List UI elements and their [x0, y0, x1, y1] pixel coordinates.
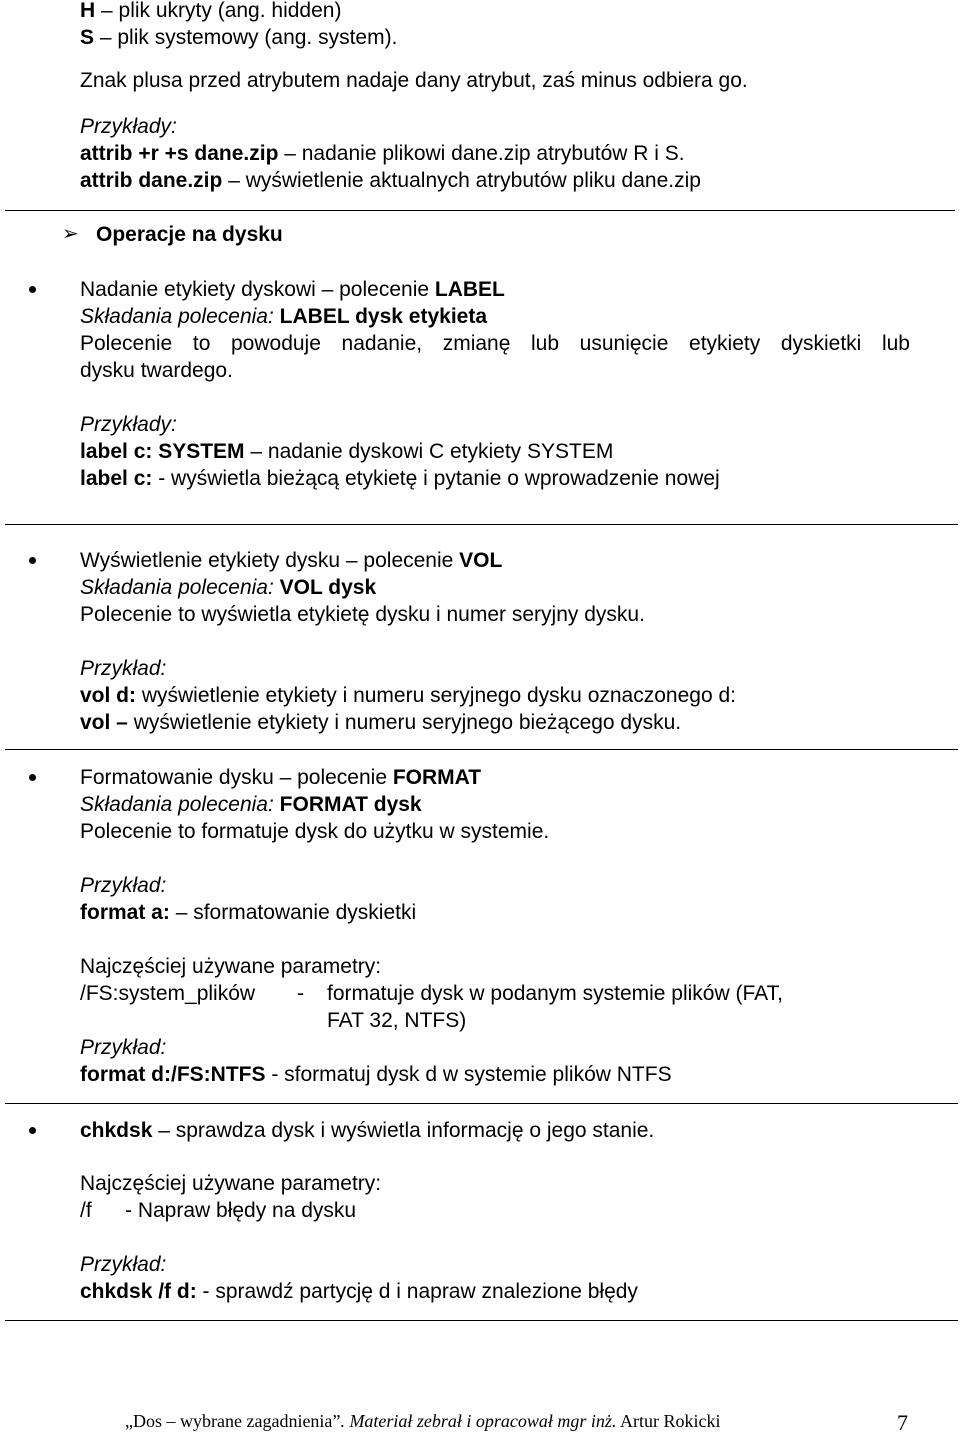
example-desc: wyświetlenie etykiety i numeru seryjnego bieżącego dysku. — [127, 711, 682, 734]
format-desc: Polecenie to formatuje dysk do użytku w systemie. — [80, 820, 550, 843]
example-desc: - sprawdź partycję d i napraw znalezione błędy — [196, 1280, 638, 1303]
example-line — [80, 1061, 672, 1088]
examples-label: Przykłady: — [80, 115, 177, 138]
arrow-icon: ➢ — [62, 223, 79, 245]
example-desc: – nadanie dyskowi C etykiety SYSTEM — [244, 440, 614, 463]
command: format d:/FS:NTFS — [80, 1063, 266, 1086]
command: attrib dane.zip — [80, 169, 223, 192]
title-command: FORMAT — [392, 766, 482, 789]
label-desc-line2: dysku twardego. — [80, 359, 233, 382]
title-command: VOL — [459, 549, 503, 572]
params-label: Najczęściej używane parametry: — [80, 955, 382, 978]
attr-s-line — [80, 24, 397, 51]
label-desc-line1: Polecenie to powoduje nadanie, zmianę lub usunięcie etykiety dyskietki lub — [80, 332, 910, 355]
param-desc: - Napraw błędy na dysku — [125, 1199, 357, 1222]
format-title — [80, 764, 481, 791]
example-label: Przykład: — [80, 1036, 167, 1059]
attr-key: H — [80, 0, 96, 22]
footer-quote: „ — [125, 1411, 133, 1431]
example-desc: – nadanie plikowi dane.zip atrybutów R i S. — [278, 142, 685, 165]
command: label c: — [80, 467, 153, 490]
command: format a: — [80, 901, 170, 924]
example-desc: wyświetlenie etykiety i numeru seryjnego dysku oznaczonego d: — [136, 684, 736, 707]
example-label: Przykład: — [80, 1253, 167, 1276]
syntax-command: LABEL dysk etykieta — [279, 305, 488, 328]
label-title — [80, 276, 505, 303]
footer-author: Artur Rokicki — [616, 1411, 721, 1431]
example-line — [80, 899, 416, 926]
example-desc: - wyświetla bieżącą etykietę i pytanie o wprowadzenie nowej — [152, 467, 720, 490]
param-dash: - — [297, 982, 304, 1005]
attr-h-line — [80, 0, 341, 24]
divider — [5, 1103, 958, 1104]
param-name: /f — [80, 1199, 92, 1222]
command: chkdsk /f d: — [80, 1280, 197, 1303]
syntax-label: Składania polecenia: — [80, 576, 280, 599]
attr-desc: – plik systemowy (ang. system). — [94, 26, 398, 49]
title-text: Nadanie etykiety dyskowi – polecenie — [80, 278, 435, 301]
example-label: Przykład: — [80, 657, 167, 680]
vol-syntax — [80, 574, 376, 601]
example-line — [80, 465, 720, 492]
example-label: Przykład: — [80, 874, 167, 897]
example-line — [80, 167, 701, 194]
example-line — [80, 140, 685, 167]
examples-label: Przykłady: — [80, 413, 177, 436]
example-desc: - sformatuj dysk d w systemie plików NTFS — [265, 1063, 672, 1086]
example-desc: – wyświetlenie aktualnych atrybutów pliku dane.zip — [222, 169, 701, 192]
footer-credit: . Materiał zebrał i opracował mgr inż. — [340, 1411, 617, 1431]
syntax-label: Składania polecenia: — [80, 305, 280, 328]
bullet-icon — [29, 1127, 36, 1134]
divider — [5, 749, 958, 750]
divider — [5, 524, 958, 525]
divider — [5, 210, 955, 211]
vol-desc: Polecenie to wyświetla etykietę dysku i numer seryjny dysku. — [80, 603, 645, 626]
command: label c: SYSTEM — [80, 440, 245, 463]
section-heading: Operacje na dysku — [96, 223, 283, 246]
example-line — [80, 1278, 638, 1305]
page-footer — [125, 1411, 720, 1432]
example-line — [80, 709, 681, 736]
attr-desc: – plik ukryty (ang. hidden) — [95, 0, 342, 22]
bullet-icon — [29, 286, 36, 293]
page-number: 7 — [897, 1410, 908, 1435]
bullet-icon — [29, 557, 36, 564]
title-command: LABEL — [434, 278, 505, 301]
syntax-label: Składania polecenia: — [80, 793, 280, 816]
format-syntax — [80, 791, 422, 818]
bullet-icon — [29, 774, 36, 781]
command: vol d: — [80, 684, 136, 707]
divider — [5, 1320, 958, 1321]
footer-quote: ” — [332, 1411, 341, 1431]
title-text: – sprawdza dysk i wyświetla informację o jego stanie. — [152, 1119, 655, 1142]
title-text: Formatowanie dysku – polecenie — [80, 766, 393, 789]
title-command: chkdsk — [80, 1119, 153, 1142]
param-name: /FS:system_plików — [80, 982, 256, 1005]
param-desc: FAT 32, NTFS) — [327, 1009, 467, 1032]
chkdsk-title — [80, 1117, 654, 1144]
example-desc: – sformatowanie dyskietki — [169, 901, 417, 924]
title-text: Wyświetlenie etykiety dysku – polecenie — [80, 549, 460, 572]
command: vol – — [80, 711, 128, 734]
label-syntax — [80, 303, 487, 330]
attr-key: S — [80, 26, 95, 49]
syntax-command: VOL dysk — [279, 576, 377, 599]
param-desc: formatuje dysk w podanym systemie plików (FAT, — [327, 982, 783, 1005]
syntax-command: FORMAT dysk — [279, 793, 422, 816]
command: attrib +r +s dane.zip — [80, 142, 279, 165]
example-line — [80, 682, 736, 709]
params-label: Najczęściej używane parametry: — [80, 1172, 382, 1195]
example-line — [80, 438, 613, 465]
vol-title — [80, 547, 502, 574]
sign-note: Znak plusa przed atrybutem nadaje dany atrybut, zaś minus odbiera go. — [80, 69, 748, 92]
footer-title: Dos – wybrane zagadnienia — [133, 1411, 333, 1431]
